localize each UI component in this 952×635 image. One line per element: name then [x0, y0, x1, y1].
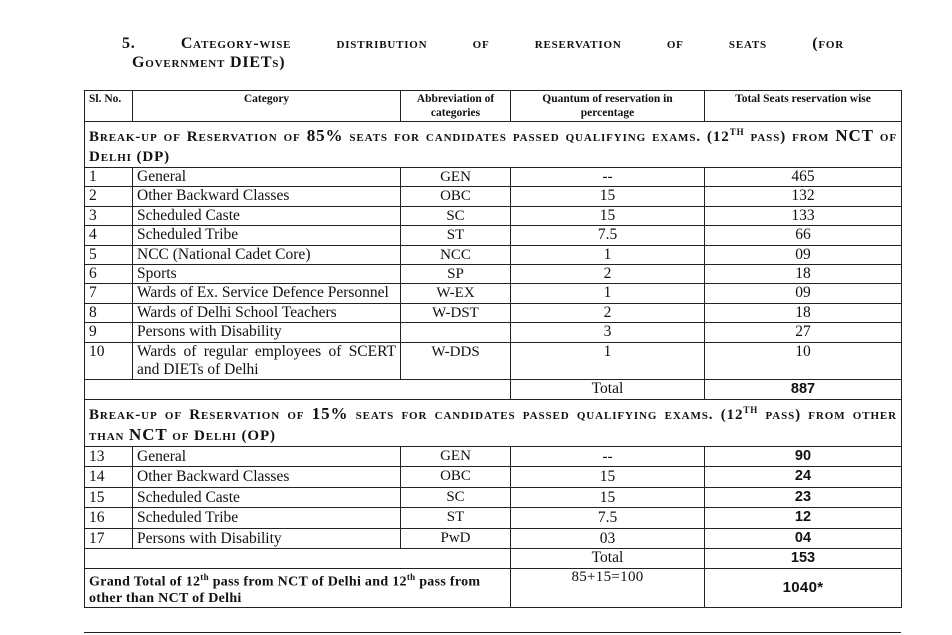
category: General [133, 168, 401, 187]
quantum: 7.5 [511, 508, 705, 529]
quantum: 7.5 [511, 226, 705, 245]
sl-no: 15 [85, 487, 133, 508]
grand-total-quantum: 85+15=100 [511, 568, 705, 608]
quantum: 15 [511, 487, 705, 508]
superscript: TH [729, 127, 745, 137]
sl-no: 4 [85, 226, 133, 245]
sl-no: 13 [85, 446, 133, 467]
total-seats: 23 [705, 487, 902, 508]
abbreviation: W-EX [401, 284, 511, 303]
abbreviation: GEN [401, 446, 511, 467]
abbreviation: W-DST [401, 303, 511, 322]
total-seats: 24 [705, 467, 902, 488]
superscript: TH [743, 404, 759, 415]
category: Scheduled Tribe [133, 226, 401, 245]
grand-total-label: Grand Total of 12th pass from NCT of Delhi and 12th pass from other than NCT of Delhi [85, 568, 511, 608]
sl-no: 17 [85, 528, 133, 549]
grand-total-value: 1040* [705, 568, 902, 608]
superscript: th [406, 571, 416, 582]
abbreviation: PwD [401, 528, 511, 549]
abbreviation: OBC [401, 467, 511, 488]
table-row [85, 187, 902, 206]
table-row [85, 303, 902, 322]
table-row [85, 323, 902, 342]
sl-no: 2 [85, 187, 133, 206]
total-label: Total [511, 380, 705, 399]
sl-no: 9 [85, 323, 133, 342]
total-seats: 09 [705, 245, 902, 264]
total-blank [85, 380, 511, 399]
category: Scheduled Caste [133, 206, 401, 225]
title-word: seats [728, 35, 767, 52]
title-word: reservation [534, 35, 622, 52]
total-seats: 09 [705, 284, 902, 303]
total-label: Total [511, 549, 705, 568]
title-word: distribution [336, 35, 428, 52]
category: Sports [133, 265, 401, 284]
title-word: of [666, 35, 684, 52]
quantum: 03 [511, 528, 705, 549]
sl-no: 6 [85, 265, 133, 284]
header-category: Category [133, 91, 401, 122]
abbreviation: ST [401, 508, 511, 529]
category: General [133, 446, 401, 467]
section-title [122, 34, 844, 72]
header-quantum: Quantum of reservation in percentage [511, 91, 705, 122]
title-word: 5. [122, 35, 136, 52]
abbreviation: SC [401, 206, 511, 225]
category: Scheduled Caste [133, 487, 401, 508]
quantum: 1 [511, 245, 705, 264]
quantum: 3 [511, 323, 705, 342]
table-row [85, 508, 902, 529]
table-row [85, 168, 902, 187]
table-row [85, 528, 902, 549]
abbreviation: SP [401, 265, 511, 284]
total-seats: 66 [705, 226, 902, 245]
table-row [85, 206, 902, 225]
sl-no: 16 [85, 508, 133, 529]
nct: NCT [129, 424, 168, 444]
abbreviation: ST [401, 226, 511, 245]
header-abbr: Abbreviation of categories [401, 91, 511, 122]
header-sl: Sl. No. [85, 91, 133, 122]
category: Wards of Delhi School Teachers [133, 303, 401, 322]
percent: 85% [306, 126, 344, 145]
superscript: th [200, 571, 209, 582]
total-row [85, 380, 902, 399]
sl-no: 5 [85, 245, 133, 264]
quantum: 1 [511, 342, 705, 380]
total-seats: 133 [705, 206, 902, 225]
table-row [85, 467, 902, 488]
title-word: of [472, 35, 490, 52]
category: Wards of Ex. Service Defence Personnel [133, 284, 401, 303]
total-seats: 18 [705, 265, 902, 284]
category: Other Backward Classes [133, 467, 401, 488]
total-seats: 18 [705, 303, 902, 322]
category: NCC (National Cadet Core) [133, 245, 401, 264]
total-value: 887 [705, 380, 902, 399]
section-title-line2: Government DIETs) [132, 54, 286, 71]
table-row [85, 284, 902, 303]
total-seats: 132 [705, 187, 902, 206]
sl-no: 8 [85, 303, 133, 322]
table-bottom-border [84, 632, 901, 633]
total-seats: 10 [705, 342, 902, 380]
table-row [85, 265, 902, 284]
quantum: 2 [511, 265, 705, 284]
title-word: (for [812, 35, 844, 52]
abbreviation: SC [401, 487, 511, 508]
category: Persons with Disability [133, 528, 401, 549]
reservation-table [84, 90, 902, 608]
total-seats: 90 [705, 446, 902, 467]
table-row [85, 245, 902, 264]
category: Wards of regular employees of SCERT and DIETs of Delhi [133, 342, 401, 380]
category: Scheduled Tribe [133, 508, 401, 529]
section-dp-heading-text: Break-up of Reservation of 85% seats for candidates passed qualifying exams. (12TH pass) from NCT of Delhi (DP) [85, 122, 902, 168]
total-blank [85, 549, 511, 568]
total-seats: 12 [705, 508, 902, 529]
category: Persons with Disability [133, 323, 401, 342]
category: Other Backward Classes [133, 187, 401, 206]
abbreviation: OBC [401, 187, 511, 206]
abbreviation: NCC [401, 245, 511, 264]
table-row [85, 342, 902, 380]
abbreviation: GEN [401, 168, 511, 187]
quantum: -- [511, 168, 705, 187]
section-op-heading [85, 399, 902, 446]
quantum: 15 [511, 187, 705, 206]
total-value: 153 [705, 549, 902, 568]
sl-no: 3 [85, 206, 133, 225]
total-seats: 04 [705, 528, 902, 549]
header-total: Total Seats reservation wise [705, 91, 902, 122]
table-header [85, 91, 902, 122]
quantum: 1 [511, 284, 705, 303]
total-seats: 27 [705, 323, 902, 342]
total-seats: 465 [705, 168, 902, 187]
sl-no: 10 [85, 342, 133, 380]
abbreviation: W-DDS [401, 342, 511, 380]
quantum: 2 [511, 303, 705, 322]
grand-total-row [85, 568, 902, 608]
table-row [85, 487, 902, 508]
total-row [85, 549, 902, 568]
title-word: Category-wise [180, 35, 292, 52]
table-row [85, 226, 902, 245]
quantum: 15 [511, 206, 705, 225]
section-op-heading-text: Break-up of Reservation of 15% seats for candidates passed qualifying exams. (12TH pass) from other than NCT of Delhi (OP) [85, 399, 902, 446]
percent: 15% [311, 403, 349, 423]
sl-no: 1 [85, 168, 133, 187]
sl-no: 14 [85, 467, 133, 488]
sl-no: 7 [85, 284, 133, 303]
abbreviation [401, 323, 511, 342]
table-row [85, 446, 902, 467]
quantum: -- [511, 446, 705, 467]
quantum: 15 [511, 467, 705, 488]
nct: NCT [835, 126, 874, 145]
section-dp-heading [85, 122, 902, 168]
